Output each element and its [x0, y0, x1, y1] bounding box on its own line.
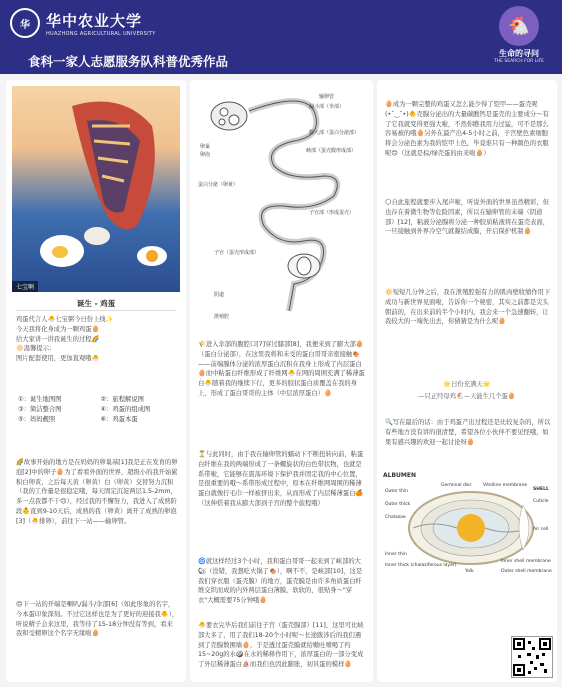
- brand-subtitle: THE SEARCH FOR LIFE: [494, 59, 544, 64]
- label-cloaca: 泄殖腔: [214, 314, 230, 320]
- intro-line: 图片配套使用，更加直观哦🐣: [16, 355, 100, 362]
- egg-label: Inner thick (chalaziferous layer): [385, 563, 457, 568]
- label-ovary: 卵巢: [200, 144, 211, 150]
- paragraph-shell: 🥚成为一颗完整的鸡蛋又怎么能少得了铠甲——蛋壳呢(•ˇ‿ˇ•)🐥壳腺分泌出的大量碳酸钙是蛋壳的主要成分～有了它我就变得更强大啦，不然你瞧我用力过猛，可不是那么容易被的哦🥚另外在最产出4-5小时之前，子宫壁色素细胞将会分泌色素为我的铠甲上色，毕竟谁只有一种颜色的衣服呢🙃（这就是棕/绿壳蛋的由来啦🥚）: [385, 101, 549, 157]
- column-middle: [190, 80, 373, 682]
- label-oviduct: 输卵管: [319, 94, 335, 100]
- intro-line: 今天我将化身成为一颗鸡蛋🥚: [16, 325, 100, 333]
- legend-item: ④：鸡蛋的组成图: [100, 406, 151, 414]
- paragraph-closing: 🔍写在最后的话：由于鸡蛋产出过程还是比较复杂的，所以有些地方没有讲的很清楚，希望各位小伙伴不要见怪哦，如果有感兴趣的欢迎一起讨论呀🥚: [385, 419, 551, 446]
- egg-label: Inner thin: [385, 552, 407, 557]
- paragraph-chalazae: ⏳与此同时，由于我在输卵管的蠕动下不断扭转向前，粘蛋白纤维在我的两端形成了一条螺旋状的白色带状物，也就是系带啦，它能够在震荡环境下保护我并固定我的中心位置，是很重要的哦～系带形成过程中，原本在纤维网周围的稀薄蛋白就像拧毛巾一样被挤出来，从而形成了内层稀薄蛋白🍊（这伸搭着我从膨大部到子宫的整个旅程哦）: [198, 451, 364, 507]
- paragraph-isthmus: 🌀就这样经过3个小时，我和蛋白哥哥一起来到了峡部的大🐿（没错，我想吃火锅了🍖），啊不不，是峡部[10]，这是我们穿衣服（蛋壳膜）的地方，蛋壳膜是由许多角质蛋白纤维交织而成的内外两层蛋白薄膜，软软的，很贴身～"穿衣"大概需要75分钟哦🥚: [198, 558, 363, 604]
- egg-label: Outer thin: [385, 489, 408, 494]
- header-banner: [0, 0, 562, 74]
- paragraph-cuticle: 🌕自此旅程就要步入尾声啦，听说外面的世界虽然精彩，但也存在着微生物等危险因素，所以在输卵管的末端（阴道部）[12]，粘液分泌腺将分泌一种胶质粘液将在蛋壳表面，一旦接触到外界冷空气就凝结成膜，开启保护机制🥚: [385, 199, 550, 236]
- label-magnum: 膨大部（蛋白分泌部）: [309, 130, 360, 136]
- quote-line-1: 🌟日份充满天🌟: [443, 381, 491, 388]
- university-logo: [10, 8, 156, 38]
- legend-item: ⑥：鸡蛋本蛋: [100, 416, 138, 424]
- label-uterus: 子宫（蛋壳形成部）: [214, 250, 260, 256]
- brand-name: 生命的寻问: [499, 49, 539, 58]
- page-title: 食科一家人志愿服务队科普优秀作品: [28, 54, 229, 69]
- egg-label: Yolk: [465, 569, 474, 574]
- oviduct-diagram: [194, 86, 369, 331]
- paragraph-laying: 🔆短短几分钟之后，我在泄殖腔强有力的肌肉壁收缩作用下成功与新世界见面啦，告诉你一个秘密，其实之前都是尖头朝前的，在出来前的半个小时内，我会来一个急速翻转，让我较大的一端先出去，你猜猜是为什么呢🥚: [385, 289, 551, 326]
- brand-logo: [490, 6, 548, 64]
- label-infundibulum: 漏斗部（伞部）: [309, 104, 345, 110]
- column-left: [6, 80, 186, 682]
- story-paragraph: 🌈故事开始的地方是在妈妈的卵巢基[1]我是正在发育的卵泡[2]中的卵子🥚为了看看外面的世界，超级小的我开始累积白卵黄，之后每天黄（卵黄）白（卵黄）交替努力沉积（我的工作量是很稳定哦，每天固定沉淀两层1.5-2mm，多一点我都不干🙃），经过我的不懈努力，我进入了成熟阶段👶直到9-10天后，成熟的我（卵黄）离开了成熟的卵泡[3]（🐣排卵），前往下一站——输卵管。: [16, 459, 178, 525]
- egg-label: Cuticle: [533, 499, 549, 504]
- column-right: [377, 80, 557, 682]
- chicken-icon: 🐔: [499, 6, 539, 46]
- qr-code[interactable]: [511, 636, 553, 678]
- intro-line: 🔆温馨提示：: [16, 345, 56, 353]
- label-vagina: 阴道: [214, 292, 225, 298]
- egg-albumen-label: ALBUMEN: [383, 472, 417, 479]
- egg-label: SHELL: [533, 487, 549, 492]
- label-shell-formed: 子宫部（形成蛋壳）: [309, 210, 355, 216]
- paragraph-magnum: 🌾进入伞部的腹腔口[7]穿过膝部[8]，我便来到了膨大部🥚（蛋白分泌部），在这里我将和未受的蛋白哥哥亲密接触🍖——前端腺体分泌的浓厚蛋白沉积在我身上形成了内层蛋白🥚而中粘蛋白纤维形成了纤维网🐣在网的周围充满了稀薄蛋白🐣随着我的继续下行，更多的胶状蛋白质覆盖在我的身上，形成了蛋白哥哥的主体（中层浓厚蛋白）🥚: [198, 341, 365, 397]
- egg-label: Germinal disc: [441, 483, 472, 488]
- university-name: 华中农业大学: [46, 11, 143, 30]
- legend-item: ③：简洁整合图: [18, 406, 62, 414]
- egg-label: Outer shell membrane: [501, 569, 552, 574]
- egg-label: Inner shell membrane: [501, 559, 551, 564]
- intro-line: 给大家讲一讲我诞生的过程🌈: [16, 335, 100, 343]
- intro-text: [16, 315, 181, 364]
- label-follicle: 卵泡: [200, 152, 211, 158]
- intro-line: 鸡蛋代言人🐣七宝粥今日份上线✨: [16, 316, 114, 323]
- legend-item: ①：诞生地图图: [18, 396, 62, 403]
- story-paragraph-2: 🙃下一站的开端是喇叭/漏斗/伞部[6]（如此形象的名字，今本蛋印象深刻。不过它这样也是为了更好的迎接我🐥），听说精子会来这里，我等待了15-18分钟没有等到，看来我和受精卵这个名字无缘啦🥚: [16, 601, 179, 638]
- egg-label: Vitelline membrane: [483, 483, 528, 488]
- label-egg-formed: 蛋白分泌（卵黄）: [198, 182, 239, 188]
- university-seal-icon: 华: [10, 8, 40, 38]
- egg-label: Outer thick: [385, 502, 411, 507]
- figure-legend: [18, 395, 183, 425]
- divider: [16, 310, 176, 311]
- quote-line-2: —只正经母鸡🐔—天能生几个蛋🥚: [418, 393, 516, 400]
- legend-item: ②：旅程解说图: [100, 396, 144, 403]
- university-name-en: HUAZHONG AGRICULTURAL UNIVERSITY: [46, 30, 156, 37]
- paragraph-uterus: 🐣要衣完毕后我们前往子宫（蛋壳腺部）[11]，这里可比峡部大多了，用了我们18-20个小时呢～长途跋涉后的我们遇到了壳腺数围墙🥚，于是透过蛋壳膜就给嗷吐喷喝了约15~20g的水🥥在水的稀释作用下，浓厚蛋白的一部分变成了外层稀薄蛋白⛵而我们也因此膨胀，初具蛋的模样🥚: [198, 622, 364, 668]
- illustration-caption: 诞生 - 鸡蛋: [76, 299, 116, 308]
- image-credit: 七宝啊: [12, 281, 38, 292]
- egg-illustration: [12, 86, 180, 292]
- egg-structure-diagram: [383, 480, 553, 575]
- legend-item: ⑤：妈妈靓照: [18, 416, 56, 424]
- egg-label: Chalazae: [385, 515, 406, 520]
- label-isthmus: 峡部（蛋壳膜形成部）: [306, 148, 357, 154]
- egg-label: Air cell: [533, 527, 549, 532]
